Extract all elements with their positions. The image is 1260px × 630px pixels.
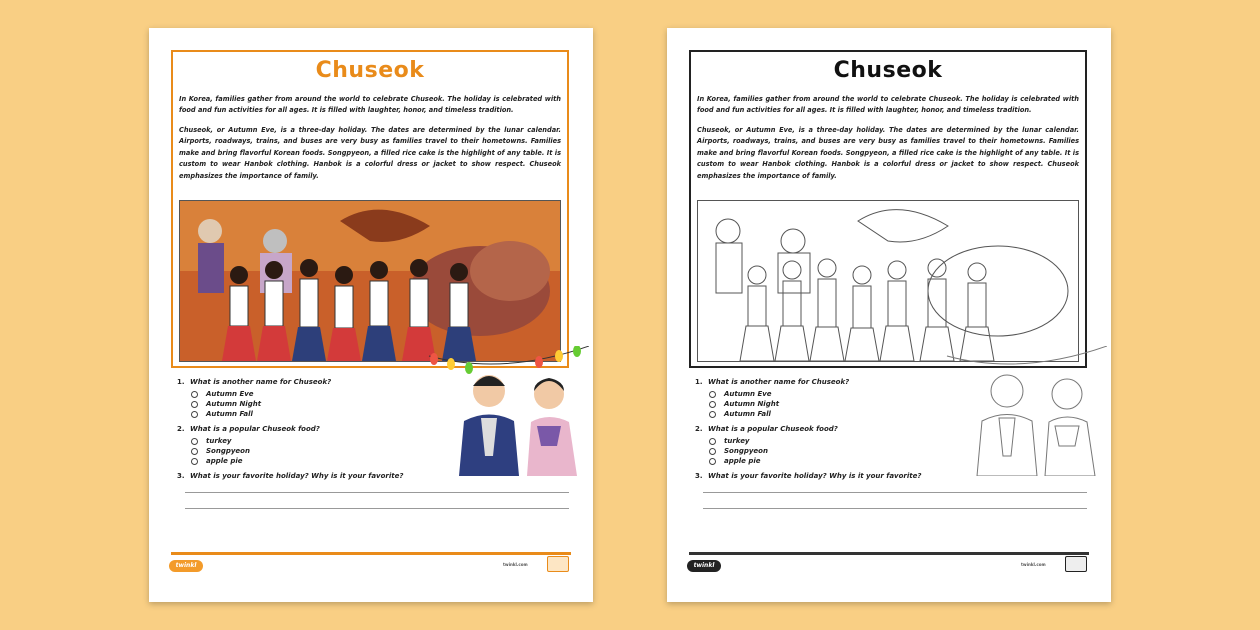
radio-button[interactable] [709, 401, 716, 408]
footer-text: twinkl.com [1021, 562, 1046, 567]
answer-line[interactable] [185, 508, 569, 509]
radio-button[interactable] [709, 458, 716, 465]
paragraph-1: In Korea, families gather from around the world to celebrate Chuseok. The holiday is celebrated with food and fun activities for all ages. It is filled with laughter, honor, and timeless tradition. [697, 95, 1079, 115]
radio-button[interactable] [709, 411, 716, 418]
hanbok-figures-line-art [937, 346, 1107, 476]
publisher-icon [1065, 556, 1087, 572]
answer-line[interactable] [703, 492, 1087, 493]
option[interactable]: Songpyeon [191, 447, 437, 456]
option[interactable]: Autumn Fall [709, 410, 955, 419]
radio-button[interactable] [191, 411, 198, 418]
questions [695, 378, 955, 484]
radio-button[interactable] [191, 401, 198, 408]
radio-button[interactable] [191, 438, 198, 445]
question-3: 3. What is your favorite holiday? Why is it your favorite? [177, 472, 404, 480]
celebration-line-art [697, 200, 1079, 362]
page-title: Chuseok [833, 58, 943, 83]
question-2: 2. What is a popular Chuseok food? [177, 425, 320, 433]
option[interactable]: Autumn Night [191, 400, 437, 409]
option[interactable]: Autumn Eve [191, 390, 437, 399]
hanbok-figures-illustration [419, 346, 589, 476]
option[interactable]: Songpyeon [709, 447, 955, 456]
option[interactable]: apple pie [709, 457, 955, 466]
question-3: 3. What is your favorite holiday? Why is it your favorite? [695, 472, 922, 480]
worksheet-color [149, 28, 593, 602]
questions [177, 378, 437, 484]
radio-button[interactable] [709, 448, 716, 455]
paragraph-1: In Korea, families gather from around the world to celebrate Chuseok. The holiday is celebrated with food and fun activities for all ages. It is filled with laughter, honor, and timeless tradition. [179, 95, 561, 115]
reading-panel [171, 50, 569, 368]
radio-button[interactable] [191, 458, 198, 465]
question-1: 1. What is another name for Chuseok? [695, 378, 850, 386]
radio-button[interactable] [191, 391, 198, 398]
footer-bar [689, 552, 1089, 555]
option[interactable]: turkey [191, 437, 437, 446]
reading-panel [689, 50, 1087, 368]
radio-button[interactable] [191, 448, 198, 455]
footer-text: twinkl.com [503, 562, 528, 567]
option[interactable]: apple pie [191, 457, 437, 466]
paragraph-2: Chuseok, or Autumn Eve, is a three-day holiday. The dates are determined by the lunar calendar. Airports, roadways, trains, and buses are very busy as families travel to their hometowns. Families make and bring flavorful Korean foods. Songpyeon, a filled rice cake is the highlight of any table. It is custom to wear Hanbok clothing. Hanbok is a colorful dress or jacket to show respect. Chuseok emphasizes the importance of family. [179, 126, 561, 180]
worksheet-bw [667, 28, 1111, 602]
question-2: 2. What is a popular Chuseok food? [695, 425, 838, 433]
radio-button[interactable] [709, 438, 716, 445]
brand-logo: twinkl [169, 560, 203, 572]
question-1: 1. What is another name for Chuseok? [177, 378, 332, 386]
celebration-illustration [179, 200, 561, 362]
answer-line[interactable] [703, 508, 1087, 509]
footer-bar [171, 552, 571, 555]
paragraph-2: Chuseok, or Autumn Eve, is a three-day holiday. The dates are determined by the lunar calendar. Airports, roadways, trains, and buses are very busy as families travel to their hometowns. Families make and bring flavorful Korean foods. Songpyeon, a filled rice cake is the highlight of any table. It is custom to wear Hanbok clothing. Hanbok is a colorful dress or jacket to show respect. Chuseok emphasizes the importance of family. [697, 126, 1079, 180]
page-title: Chuseok [315, 58, 425, 83]
brand-logo: twinkl [687, 560, 721, 572]
option[interactable]: Autumn Fall [191, 410, 437, 419]
radio-button[interactable] [709, 391, 716, 398]
publisher-icon [547, 556, 569, 572]
option[interactable]: Autumn Eve [709, 390, 955, 399]
answer-line[interactable] [185, 492, 569, 493]
option[interactable]: Autumn Night [709, 400, 955, 409]
option[interactable]: turkey [709, 437, 955, 446]
